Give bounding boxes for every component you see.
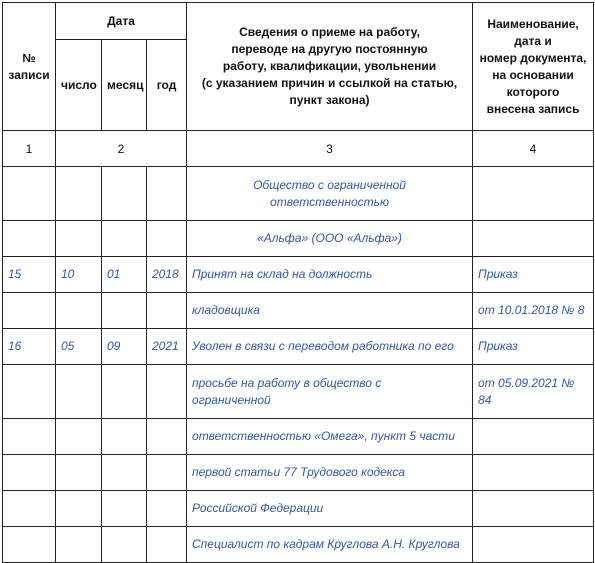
day-cell: [56, 455, 102, 491]
table-row: [3, 293, 594, 329]
day-cell: [56, 491, 102, 527]
day-cell: 10: [56, 257, 102, 293]
month-cell: [102, 365, 147, 419]
work-book-table-container: [2, 2, 594, 563]
record-no-cell: [3, 221, 56, 257]
info-cell: ответственностью «Омега», пункт 5 части: [187, 419, 473, 455]
month-cell: [102, 221, 147, 257]
year-cell: [147, 293, 187, 329]
year-cell: [147, 527, 187, 563]
info-cell: просьбе на работу в общество с ограниченной: [187, 365, 473, 419]
info-cell: Общество с ограниченной ответственностью: [187, 167, 473, 221]
year-cell: [147, 419, 187, 455]
header-year: год: [147, 40, 187, 131]
work-book-table: [2, 2, 594, 563]
document-cell: от 05.09.2021 № 84: [473, 365, 594, 419]
day-cell: [56, 419, 102, 455]
day-cell: 05: [56, 329, 102, 365]
year-cell: 2021: [147, 329, 187, 365]
header-info: Сведения о приеме на работу, переводе на другую постоянную работу, квалификации, увольнении (с указанием причин и ссылкой на статью, пункт закона): [187, 3, 473, 131]
day-cell: [56, 167, 102, 221]
record-no-cell: [3, 419, 56, 455]
record-no-cell: [3, 491, 56, 527]
year-cell: [147, 221, 187, 257]
year-cell: 2018: [147, 257, 187, 293]
column-number: 3: [187, 131, 473, 167]
day-cell: [56, 221, 102, 257]
info-cell: первой статьи 77 Трудового кодекса: [187, 455, 473, 491]
header-date: Дата: [56, 3, 187, 40]
year-cell: [147, 491, 187, 527]
table-row: [3, 167, 594, 221]
document-cell: [473, 167, 594, 221]
month-cell: [102, 527, 147, 563]
month-cell: 09: [102, 329, 147, 365]
table-row: [3, 365, 594, 419]
day-cell: [56, 365, 102, 419]
document-cell: [473, 527, 594, 563]
record-no-cell: [3, 293, 56, 329]
month-cell: [102, 455, 147, 491]
year-cell: [147, 455, 187, 491]
info-cell: Российской Федерации: [187, 491, 473, 527]
table-row: [3, 491, 594, 527]
year-cell: [147, 365, 187, 419]
header-document: Наименование, дата и номер документа, на основании которого внесена запись: [473, 3, 594, 131]
record-no-cell: [3, 455, 56, 491]
document-cell: Приказ: [473, 257, 594, 293]
header-record-no: № записи: [3, 3, 56, 131]
document-cell: [473, 455, 594, 491]
record-no-cell: [3, 365, 56, 419]
info-cell: «Альфа» (ООО «Альфа»): [187, 221, 473, 257]
table-row: [3, 329, 594, 365]
month-cell: [102, 167, 147, 221]
month-cell: [102, 293, 147, 329]
column-number: 1: [3, 131, 56, 167]
record-no-cell: [3, 527, 56, 563]
column-number: 4: [473, 131, 594, 167]
table-row: [3, 455, 594, 491]
table-row: [3, 221, 594, 257]
day-cell: [56, 293, 102, 329]
document-cell: [473, 491, 594, 527]
info-cell: Специалист по кадрам Круглова А.Н. Круглова: [187, 527, 473, 563]
header-day: число: [56, 40, 102, 131]
month-cell: 01: [102, 257, 147, 293]
table-row: [3, 257, 594, 293]
document-cell: [473, 419, 594, 455]
record-no-cell: 16: [3, 329, 56, 365]
document-cell: Приказ: [473, 329, 594, 365]
table-row: [3, 527, 594, 563]
record-no-cell: 15: [3, 257, 56, 293]
info-cell: кладовщика: [187, 293, 473, 329]
table-row: [3, 419, 594, 455]
day-cell: [56, 527, 102, 563]
header-month: месяц: [102, 40, 147, 131]
month-cell: [102, 419, 147, 455]
info-cell: Уволен в связи с переводом работника по его: [187, 329, 473, 365]
info-cell: Принят на склад на должность: [187, 257, 473, 293]
month-cell: [102, 491, 147, 527]
document-cell: [473, 221, 594, 257]
document-cell: от 10.01.2018 № 8: [473, 293, 594, 329]
year-cell: [147, 167, 187, 221]
record-no-cell: [3, 167, 56, 221]
column-number: 2: [56, 131, 187, 167]
